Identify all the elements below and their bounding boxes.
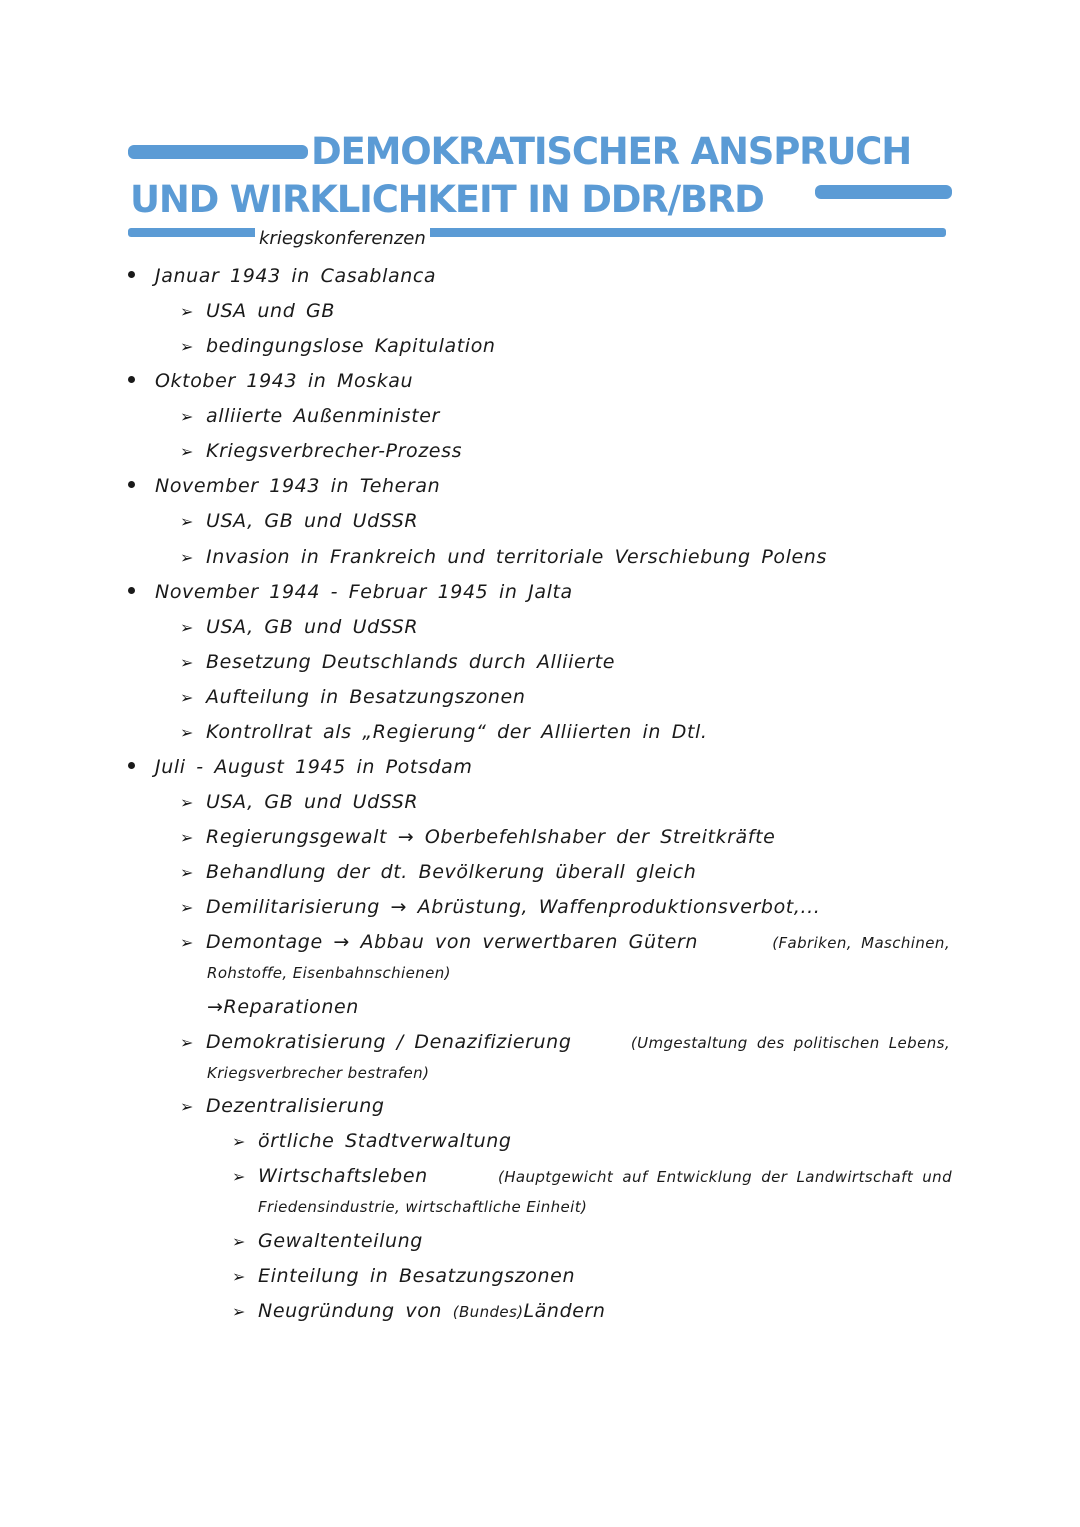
list-item-continuation: Friedensindustrie, wirtschaftliche Einheit) (258, 1198, 588, 1216)
list-item-jalta: November 1944 - Februar 1945 in Jalta (128, 577, 573, 607)
list-item: ➢ Kontrollrat als „Regierung“ der Alliierten in Dtl. (180, 717, 708, 748)
title-underline-bar (128, 228, 946, 237)
list-item: ➢ alliierte Außenminister (180, 401, 440, 432)
list-item-dezentralisierung: ➢ Dezentralisierung (180, 1091, 385, 1122)
list-item: ➢ Besetzung Deutschlands durch Alliierte (180, 647, 615, 678)
list-item: ➢ örtliche Stadtverwaltung (232, 1126, 512, 1157)
list-item: ➢ USA und GB (180, 296, 335, 327)
list-item-potsdam: Juli - August 1945 in Potsdam (128, 752, 472, 782)
arrow-bullet-icon: ➢ (232, 1167, 247, 1186)
arrow-bullet-icon: ➢ (232, 1302, 247, 1321)
arrow-bullet-icon: ➢ (180, 863, 195, 882)
list-item: ➢ bedingungslose Kapitulation (180, 331, 496, 362)
arrow-bullet-icon: ➢ (180, 723, 195, 742)
list-item: ➢ Gewaltenteilung (232, 1226, 423, 1257)
subtitle-box (255, 226, 430, 252)
list-item: ➢ Behandlung der dt. Bevölkerung überall gleich (180, 857, 696, 888)
bullet-dot-icon (128, 271, 135, 278)
bullet-dot-icon (128, 376, 135, 383)
arrow-bullet-icon: ➢ (232, 1232, 247, 1251)
list-item: ➢ Invasion in Frankreich und territoriale Verschiebung Polens (180, 542, 827, 573)
list-item: ➢ USA, GB und UdSSR (180, 612, 418, 643)
list-item-casablanca: Januar 1943 in Casablanca (128, 261, 436, 291)
arrow-bullet-icon: ➢ (180, 548, 195, 567)
arrow-bullet-icon: ➢ (180, 1097, 195, 1116)
title-line-1: DEMOKRATISCHER ANSPRUCH (311, 130, 912, 173)
list-item: ➢ Neugründung von (Bundes)Ländern (232, 1296, 606, 1327)
arrow-bullet-icon: ➢ (180, 688, 195, 707)
bullet-dot-icon (128, 587, 135, 594)
list-item-continuation: Rohstoffe, Eisenbahnschienen) (207, 964, 451, 982)
arrow-bullet-icon: ➢ (180, 407, 195, 426)
arrow-bullet-icon: ➢ (232, 1132, 247, 1151)
title-bar-right (815, 185, 952, 199)
list-item: ➢ Demilitarisierung → Abrüstung, Waffenproduktionsverbot,... (180, 892, 820, 923)
arrow-bullet-icon: ➢ (180, 933, 195, 952)
arrow-bullet-icon: ➢ (180, 337, 195, 356)
list-item-teheran: November 1943 in Teheran (128, 471, 440, 501)
arrow-bullet-icon: ➢ (180, 512, 195, 531)
arrow-bullet-icon: ➢ (180, 302, 195, 321)
arrow-bullet-icon: ➢ (180, 793, 195, 812)
arrow-bullet-icon: ➢ (180, 898, 195, 917)
list-item: ➢ USA, GB und UdSSR (180, 506, 418, 537)
title-line-2: UND WIRKLICHKEIT IN DDR/BRD (130, 178, 764, 221)
arrow-bullet-icon: ➢ (180, 828, 195, 847)
list-item: ➢ USA, GB und UdSSR (180, 787, 418, 818)
list-item-demontage: ➢ Demontage → Abbau von verwertbaren Gütern (Fabriken, Maschinen, (180, 927, 950, 958)
subtitle: kriegskonferenzen (259, 228, 426, 249)
list-item: ➢ Aufteilung in Besatzungszonen (180, 682, 526, 713)
arrow-bullet-icon: ➢ (232, 1267, 247, 1286)
title-bar-left (128, 145, 308, 159)
list-item-demokratisierung: ➢ Demokratisierung / Denazifizierung (Umgestaltung des politischen Lebens, (180, 1027, 950, 1058)
arrow-bullet-icon: ➢ (180, 442, 195, 461)
list-item-wirtschaftsleben: ➢ Wirtschaftsleben (Hauptgewicht auf Entwicklung der Landwirtschaft und (232, 1161, 952, 1192)
list-item-continuation: Kriegsverbrecher bestrafen) (207, 1064, 430, 1082)
list-item-moskau: Oktober 1943 in Moskau (128, 366, 413, 396)
arrow-bullet-icon: ➢ (180, 618, 195, 637)
list-item: ➢ Kriegsverbrecher-Prozess (180, 436, 462, 467)
arrow-bullet-icon: ➢ (180, 653, 195, 672)
arrow-bullet-icon: ➢ (180, 1033, 195, 1052)
list-item: ➢ Regierungsgewalt → Oberbefehlshaber der Streitkräfte (180, 822, 775, 853)
list-item-reparationen: →Reparationen (207, 996, 359, 1018)
bullet-dot-icon (128, 762, 135, 769)
list-item: ➢ Einteilung in Besatzungszonen (232, 1261, 575, 1292)
bullet-dot-icon (128, 481, 135, 488)
